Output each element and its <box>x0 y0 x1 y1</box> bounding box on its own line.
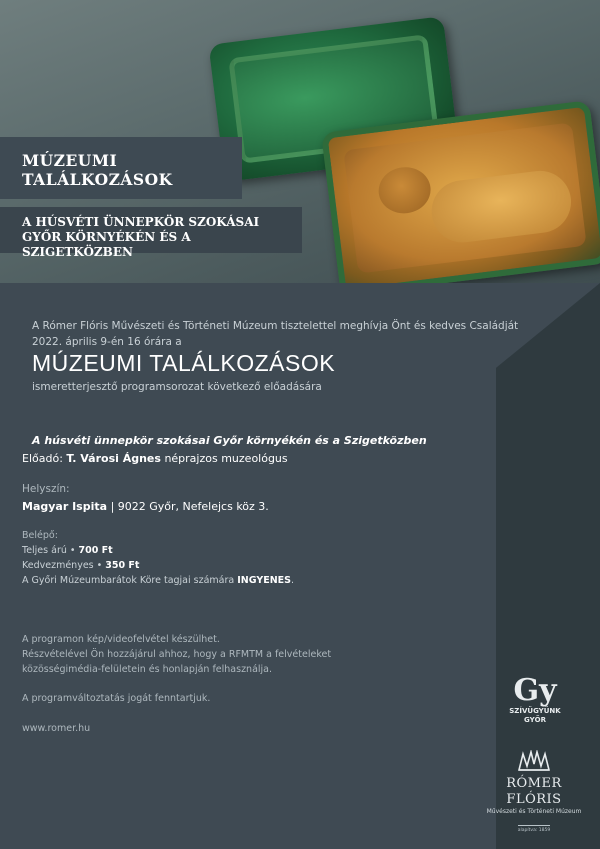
speaker-label: Előadó: <box>22 452 63 465</box>
venue-line <box>22 500 269 513</box>
note-line3: közösségimédia-felületein és honlapján felhasználja. <box>22 664 273 675</box>
fee-full-price: 700 Ft <box>78 545 113 556</box>
szivugyunk-gyor-logo <box>500 675 570 741</box>
lecture-title: A húsvéti ünnepkör szokásai Győr környékén és a Szigetközben <box>32 434 427 447</box>
header-title-line2: TALÁLKOZÁSOK <box>22 170 173 189</box>
invitation-line2: 2022. április 9-én 16 órára a <box>32 336 182 348</box>
header-subtitle-line1: A HÚSVÉTI ÜNNEPKÖR SZOKÁSAI <box>22 215 260 229</box>
gyor-logo-mark: Gy <box>513 673 557 708</box>
invitation-text <box>32 318 552 350</box>
speaker-role: néprajzos muzeológus <box>164 452 288 465</box>
website-link[interactable]: www.romer.hu <box>22 723 91 734</box>
fee-full-label: Teljes árú • <box>22 545 76 556</box>
romer-logo-name: RÓMER FLÓRIS <box>506 776 562 807</box>
event-title: MÚZEUMI TALÁLKOZÁSOK <box>32 350 336 376</box>
fee-friends-text: A Győri Múzeumbarátok Köre tagjai számára <box>22 575 235 586</box>
fee-full <box>22 545 113 556</box>
crest-icon <box>517 750 551 772</box>
fees-label: Belépő: <box>22 530 58 541</box>
amber-ceramic-lamb-tile-image <box>321 100 600 283</box>
note-line4: A programváltoztatás jogát fenntartjuk. <box>22 693 211 704</box>
invitation-line1: A Rómer Flóris Művészeti és Történeti Múzeum tisztelettel meghívja Önt és kedves Családját <box>32 320 519 332</box>
romer-museum-logo <box>478 750 590 833</box>
venue-address: | 9022 Győr, Nefelejcs köz 3. <box>110 500 269 513</box>
header-title-line1: MÚZEUMI <box>22 151 118 170</box>
venue-label: Helyszín: <box>22 483 70 495</box>
notes-block <box>22 632 331 677</box>
fee-friends-price: INGYENES <box>237 575 291 586</box>
fee-reduced <box>22 560 139 571</box>
fee-reduced-label: Kedvezményes • <box>22 560 103 571</box>
note-line1: A programon kép/videofelvétel készülhet. <box>22 634 220 645</box>
header-title-box <box>0 137 242 199</box>
venue-name: Magyar Ispita <box>22 500 108 513</box>
header-subtitle-box <box>0 207 302 259</box>
speaker-name: T. Városi Ágnes <box>66 452 161 465</box>
gyor-logo-line2: GYŐR <box>523 716 546 724</box>
fee-reduced-price: 350 Ft <box>105 560 140 571</box>
note-line2: Részvételével Ön hozzájárul ahhoz, hogy a RFMTM a felvételeket <box>22 649 332 660</box>
fee-friends-end: . <box>291 575 295 586</box>
header-subtitle-line2: GYŐR KÖRNYÉKÉN ÉS A SZIGETKÖZBEN <box>22 230 191 259</box>
gyor-logo-line1: SZÍVÜGYÜNK <box>509 707 561 715</box>
speaker-line <box>22 452 288 465</box>
event-subtitle: ismeretterjesztő programsorozat következő előadására <box>32 381 322 393</box>
romer-logo-since: alapítva: 1859 <box>518 825 550 834</box>
romer-logo-subtitle: Művészeti és Történeti Múzeum <box>486 808 582 815</box>
fee-friends <box>22 575 294 586</box>
